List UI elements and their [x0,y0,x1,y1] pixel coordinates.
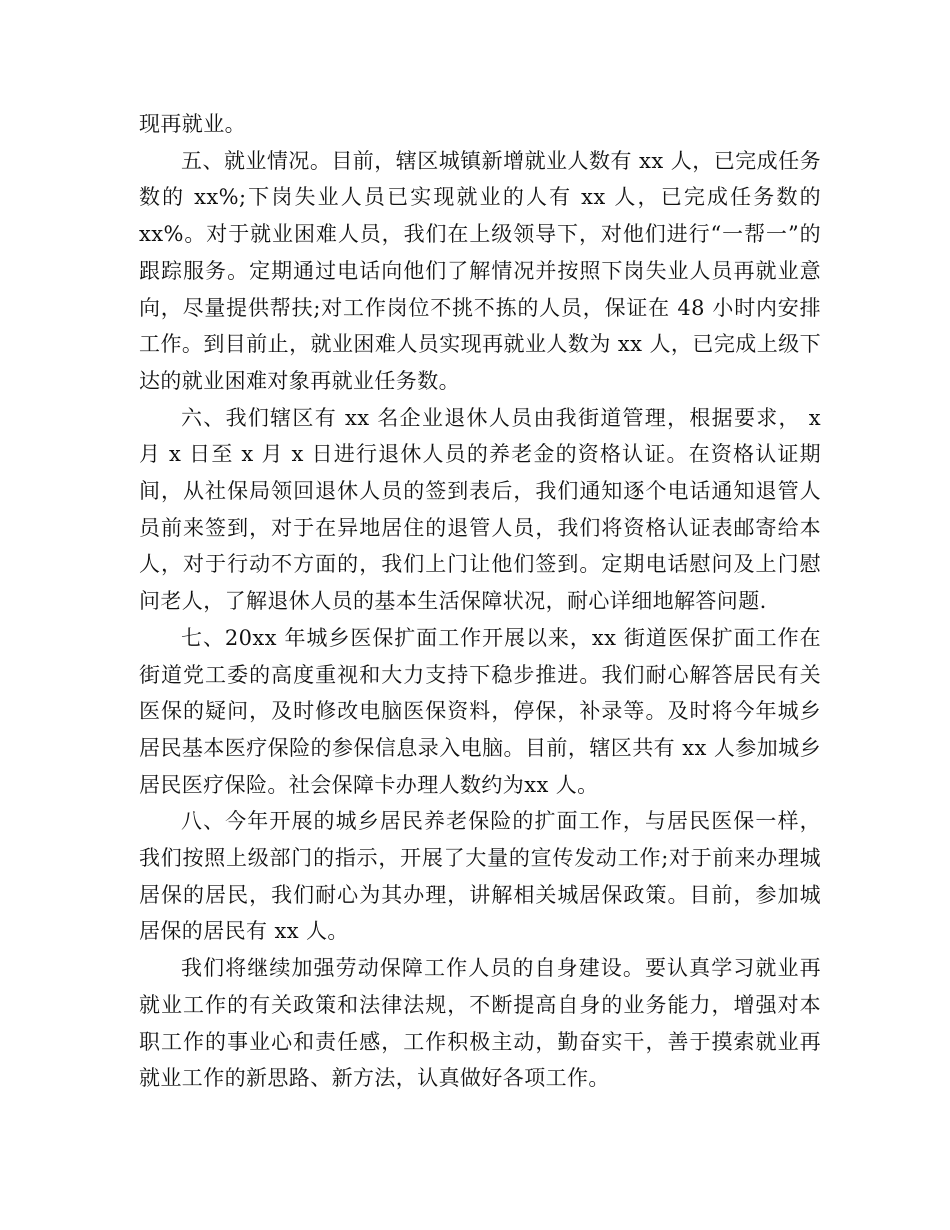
paragraph-closing: 我们将继续加强劳动保障工作人员的自身建设。要认真学习就业再就业工作的有关政策和法律法规，不断提高自身的业务能力，增强对本职工作的事业心和责任感，工作积极主动，勤奋实干，善于摸索就业再就业工作的新思路、新方法，认真做好各项工作。 [139,956,821,1091]
paragraph-continuation: 现再就业。 [139,112,246,136]
paragraph-pension-insurance: 八、今年开展的城乡居民养老保险的扩面工作，与居民医保一样，我们按照上级部门的指示，开展了大量的宣传发动工作;对于前来办理城居保的居民，我们耐心为其办理，讲解相关城居保政策。目前，参加城居保的居民有 xx 人。 [139,809,821,944]
paragraph-employment-status: 五、就业情况。目前，辖区城镇新增就业人数有 xx 人，已完成任务数的 xx%;下岗失业人员已实现就业的人有 xx 人，已完成任务数的 xx%。对于就业困难人员，我们在上级领导下，对他们进行“一帮一”的跟踪服务。定期通过电话向他们了解情况并按照下岗失业人员再就业意向，尽量提供帮扶;对工作岗位不挑不拣的人员，保证在 48 小时内安排工作。到目前止，就业困难人员实现再就业人数为 xx 人，已完成上级下达的就业困难对象再就业任务数。 [139,148,821,393]
document-body [139,106,821,1097]
paragraph-medical-insurance: 七、20xx 年城乡医保扩面工作开展以来，xx 街道医保扩面工作在街道党工委的高度重视和大力支持下稳步推进。我们耐心解答居民有关医保的疑问，及时修改电脑医保资料，停保，补录等。及时将今年城乡居民基本医疗保险的参保信息录入电脑。目前，辖区共有 xx 人参加城乡居民医疗保险。社会保障卡办理人数约为xx 人。 [139,625,821,797]
paragraph-retiree-certification: 六、我们辖区有 xx 名企业退休人员由我街道管理，根据要求， x 月 x 日至 x 月 x 日进行退休人员的养老金的资格认证。在资格认证期间，从社保局领回退休人员的签到表后，我们通知逐个电话通知退管人员前来签到，对于在异地居住的退管人员，我们将资格认证表邮寄给本人，对于行动不方面的，我们上门让他们签到。定期电话慰问及上门慰问老人，了解退休人员的基本生活保障状况，耐心详细地解答问题. [139,405,821,614]
